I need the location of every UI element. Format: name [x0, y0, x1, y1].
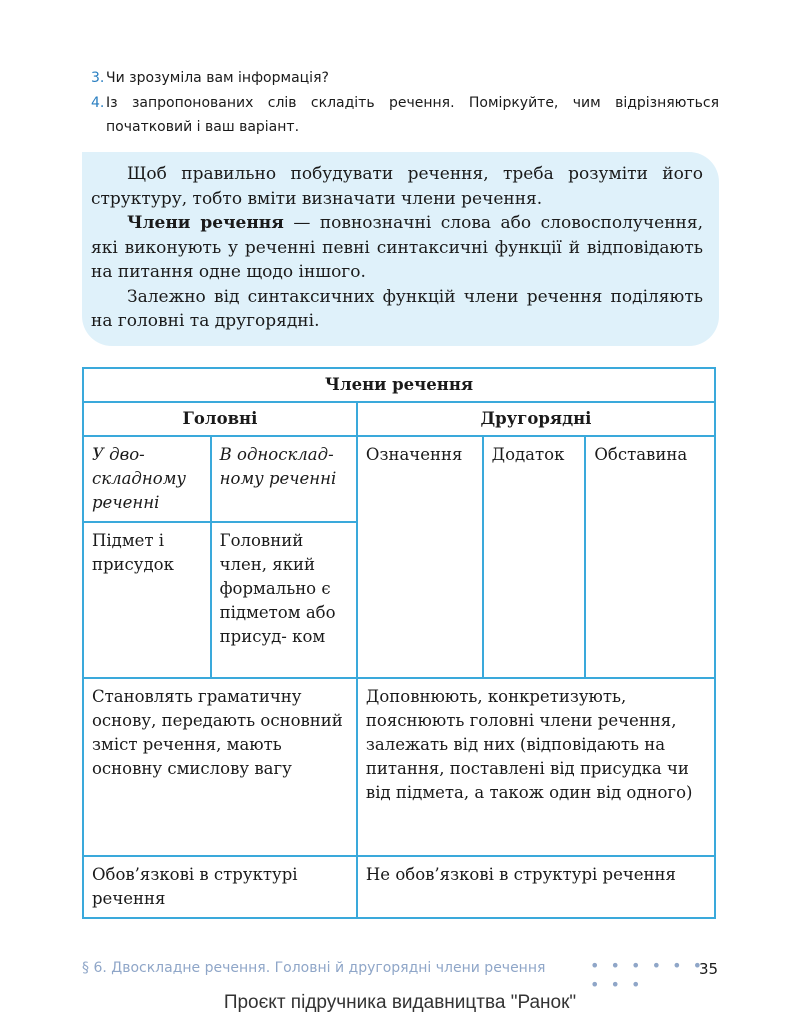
page-number: 35	[699, 960, 719, 978]
sentence-members-table	[82, 367, 716, 919]
task-list	[91, 66, 719, 140]
main-required-cell: Обов’язкові в структурі речення	[83, 856, 357, 918]
task-number: 4.	[91, 95, 105, 111]
footer-dots: • • • • • • • • •	[590, 956, 706, 994]
two-part-sentence-cell: У дво- складному реченні	[83, 436, 211, 522]
secondary-members-header: Другорядні	[357, 402, 715, 436]
attribute-cell: Означення	[357, 436, 483, 678]
rule-paragraph	[91, 211, 703, 285]
rule-paragraph: Залежно від синтаксичних функцій члени речення поділяють на головні та другорядні.	[91, 286, 703, 331]
table-title: Члени речення	[83, 368, 715, 402]
main-role-cell: Становлять граматичну основу, передають основний зміст речення, мають основну смислову вагу	[83, 678, 357, 856]
task-text: Чи зрозуміла вам інформація?	[106, 70, 329, 86]
rule-paragraph: Щоб правильно побудувати речення, треба розуміти його структуру, тобто вміти визначати члени речення.	[91, 164, 703, 209]
page-footer	[82, 956, 722, 994]
publisher-credit: Проєкт підручника видавництва "Ранок"	[223, 992, 577, 1013]
task-text: Із запропонованих слів складіть речення. Поміркуйте, чим відрізняються початковий і ваш варіант.	[106, 95, 719, 135]
secondary-required-cell: Не обов’язкові в структурі речення	[357, 856, 715, 918]
task-number: 3.	[91, 70, 105, 86]
main-members-header: Головні	[83, 402, 357, 436]
object-cell: Додаток	[483, 436, 586, 678]
task-item	[91, 91, 719, 139]
one-part-sentence-cell: В односклад- ному реченні	[211, 436, 357, 522]
rule-term: Члени речення	[127, 213, 284, 233]
rule-text	[91, 162, 703, 334]
adverbial-cell: Обставина	[585, 436, 715, 678]
task-item	[91, 66, 719, 90]
main-member-cell: Головний член, який формально є підметом або присуд- ком	[211, 522, 357, 678]
rule-definition: — повнозначні слова або словосполучення, які виконують у реченні певні синтаксичні функції й відповідають на питання одне щодо іншого.	[91, 213, 704, 282]
section-title: § 6. Двоскладне речення. Головні й другорядні члени речення	[82, 960, 546, 976]
subject-predicate-cell: Підмет і присудок	[83, 522, 211, 678]
secondary-role-cell: Доповнюють, конкретизують, пояснюють головні члени речення, залежать від них (відповідають на питання, поставлені від присудка чи від підмета, а також один від одного)	[357, 678, 715, 856]
